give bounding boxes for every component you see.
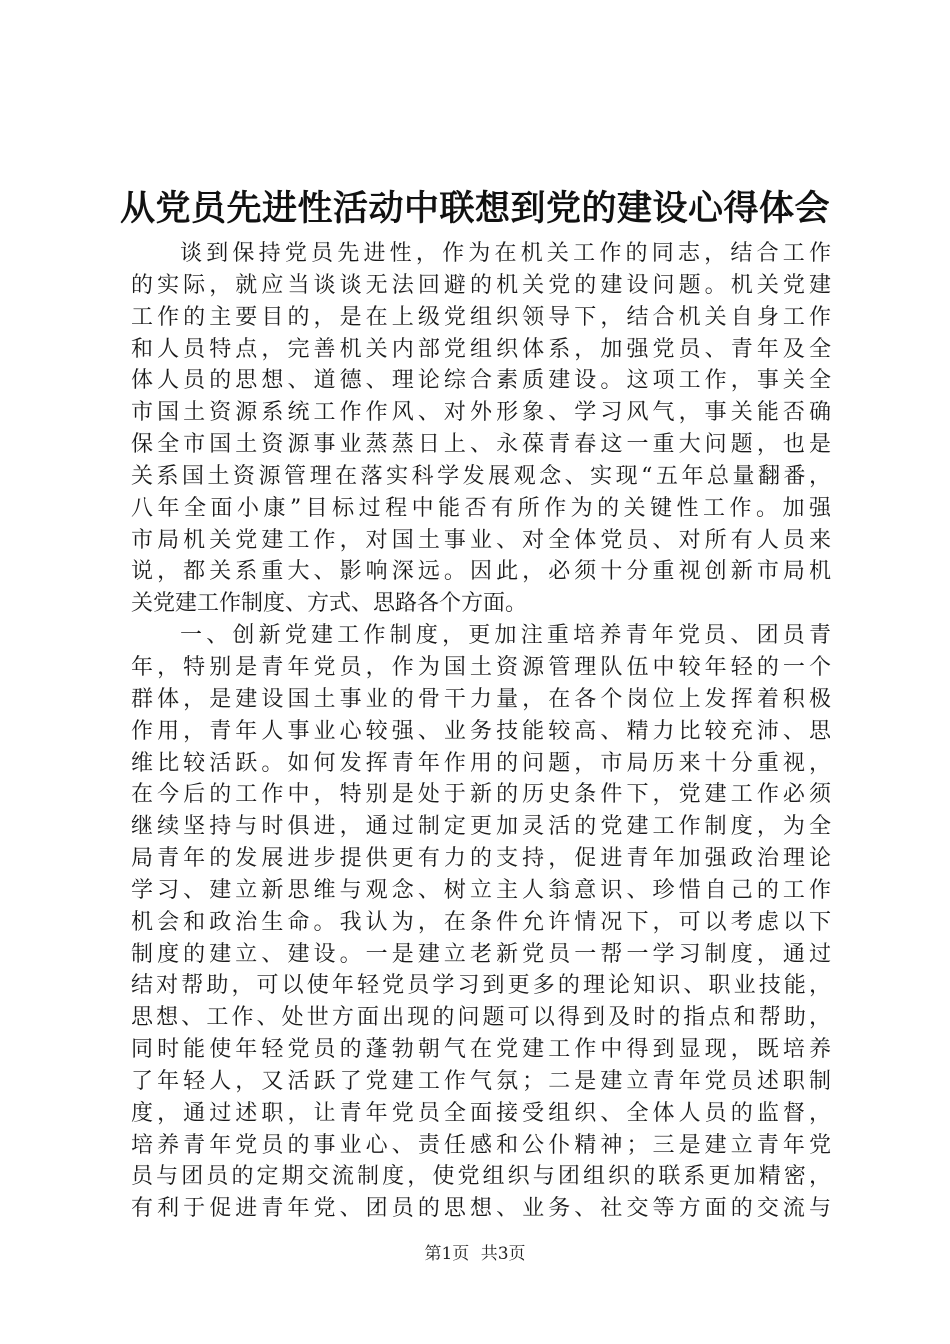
paragraph-line: 谈到保持党员先进性，作为在机关工作的同志，结合工作	[180, 241, 831, 266]
paragraph-line: 作用，青年人事业心较强、业务技能较高、精力比较充沛、思	[131, 718, 831, 744]
paragraph-line: 了年轻人，又活跃了党建工作气氛；二是建立青年党员述职制	[131, 1068, 831, 1094]
document-body	[131, 238, 831, 1225]
paragraph-line: 结对帮助，可以使年轻党员学习到更多的理论知识、职业技能，	[131, 973, 831, 999]
paragraph-line: 员与团员的定期交流制度，使党组织与团组织的联系更加精密，	[131, 1164, 831, 1190]
paragraph-line: 在今后的工作中，特别是处于新的历史条件下，党建工作必须	[131, 782, 831, 808]
paragraph-line: 市国土资源系统工作作风、对外形象、学习风气，事关能否确	[131, 400, 831, 426]
paragraph-line: 一、创新党建工作制度，更加注重培养青年党员、团员青	[180, 623, 831, 649]
paragraph-line: 培养青年党员的事业心、责任感和公仆精神；三是建立青年党	[131, 1132, 831, 1158]
paragraph-line: 制度的建立、建设。一是建立老新党员一帮一学习制度，通过	[131, 941, 831, 967]
paragraph-line: 有利于促进青年党、团员的思想、业务、社交等方面的交流与	[131, 1196, 831, 1222]
paragraph-line: 工作的主要目的，是在上级党组织领导下，结合机关自身工作	[131, 304, 831, 330]
paragraph-line: 度，通过述职，让青年党员全面接受组织、全体人员的监督，	[131, 1100, 831, 1126]
paragraph-line: 说，都关系重大、影响深远。因此，必须十分重视创新市局机	[131, 559, 831, 585]
paragraph-line: 关党建工作制度、方式、思路各个方面。	[131, 591, 528, 617]
page-footer	[0, 1242, 950, 1266]
paragraph-line: 同时能使年轻党员的蓬勃朝气在党建工作中得到显现，既培养	[131, 1037, 831, 1063]
paragraph-line: 的实际，就应当谈谈无法回避的机关党的建设问题。机关党建	[131, 272, 831, 298]
paragraph-line: 维比较活跃。如何发挥青年作用的问题，市局历来十分重视，	[131, 750, 831, 776]
paragraph-line: 机会和政治生命。我认为，在条件允许情况下，可以考虑以下	[131, 909, 831, 935]
paragraph-line: 关系国土资源管理在落实科学发展观念、实现“五年总量翻番，	[131, 463, 831, 489]
paragraph-line: 思想、工作、处世方面出现的问题可以得到及时的指点和帮助，	[131, 1005, 831, 1031]
paragraph-line: 继续坚持与时俱进，通过制定更加灵活的党建工作制度，为全	[131, 814, 831, 840]
paragraph-line: 年，特别是青年党员，作为国土资源管理队伍中较年轻的一个	[131, 654, 831, 680]
document-title: 从党员先进性活动中联想到党的建设心得体会	[119, 188, 830, 229]
paragraph-line: 保全市国土资源事业蒸蒸日上、永葆青春这一重大问题，也是	[131, 432, 831, 458]
paragraph-line: 八年全面小康”目标过程中能否有所作为的关键性工作。加强	[131, 495, 831, 521]
page-total: 共3页	[480, 1244, 526, 1264]
page-number: 第1页	[424, 1244, 470, 1264]
paragraph-line: 市局机关党建工作，对国土事业、对全体党员、对所有人员来	[131, 527, 831, 553]
paragraph-line: 体人员的思想、道德、理论综合素质建设。这项工作，事关全	[131, 368, 831, 394]
paragraph-line: 学习、建立新思维与观念、树立主人翁意识、珍惜自己的工作	[131, 877, 831, 903]
paragraph-line: 和人员特点，完善机关内部党组织体系，加强党员、青年及全	[131, 336, 831, 362]
paragraph-line: 群体，是建设国土事业的骨干力量，在各个岗位上发挥着积极	[131, 686, 831, 712]
paragraph-line: 局青年的发展进步提供更有力的支持，促进青年加强政治理论	[131, 846, 831, 872]
